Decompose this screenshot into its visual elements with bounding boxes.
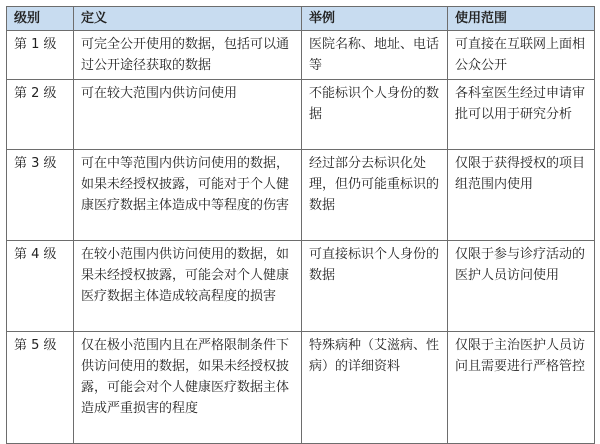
level-cell: 第 4 级	[7, 241, 74, 332]
example-cell: 可直接标识个人身份的数据	[302, 241, 448, 332]
example-cell: 不能标识个人身份的数据	[302, 80, 448, 150]
header-definition: 定义	[74, 7, 302, 31]
scope-cell: 各科室医生经过申请审批可以用于研究分析	[448, 80, 595, 150]
level-cell: 第 5 级	[7, 332, 74, 444]
example-cell: 经过部分去标识化处理，但仍可能重标识的数据	[302, 150, 448, 241]
table-row	[7, 332, 595, 444]
table-row	[7, 241, 595, 332]
level-cell: 第 2 级	[7, 80, 74, 150]
scope-cell: 仅限于主治医护人员访问且需要进行严格管控	[448, 332, 595, 444]
table-row	[7, 150, 595, 241]
example-cell: 特殊病种（艾滋病、性病）的详细资料	[302, 332, 448, 444]
scope-cell: 仅限于获得授权的项目组范围内使用	[448, 150, 595, 241]
definition-cell: 仅在极小范围内且在严格限制条件下供访问使用的数据，如果未经授权披露，可能会对个人健康医疗数据主体造成严重损害的程度	[74, 332, 302, 444]
data-grading-table	[6, 6, 595, 444]
table-header-row	[7, 7, 595, 31]
definition-cell: 在较小范围内供访问使用的数据，如果未经授权披露，可能会对个人健康医疗数据主体造成较高程度的损害	[74, 241, 302, 332]
definition-cell: 可在中等范围内供访问使用的数据，如果未经授权披露，可能对于个人健康医疗数据主体造成中等程度的伤害	[74, 150, 302, 241]
header-level: 级别	[7, 7, 74, 31]
definition-cell: 可完全公开使用的数据，包括可以通过公开途径获取的数据	[74, 31, 302, 80]
table-row	[7, 31, 595, 80]
table-row	[7, 80, 595, 150]
header-scope: 使用范围	[448, 7, 595, 31]
scope-cell: 可直接在互联网上面相公众公开	[448, 31, 595, 80]
example-cell: 医院名称、地址、电话等	[302, 31, 448, 80]
header-example: 举例	[302, 7, 448, 31]
scope-cell: 仅限于参与诊疗活动的医护人员访问使用	[448, 241, 595, 332]
definition-cell: 可在较大范围内供访问使用	[74, 80, 302, 150]
level-cell: 第 1 级	[7, 31, 74, 80]
level-cell: 第 3 级	[7, 150, 74, 241]
